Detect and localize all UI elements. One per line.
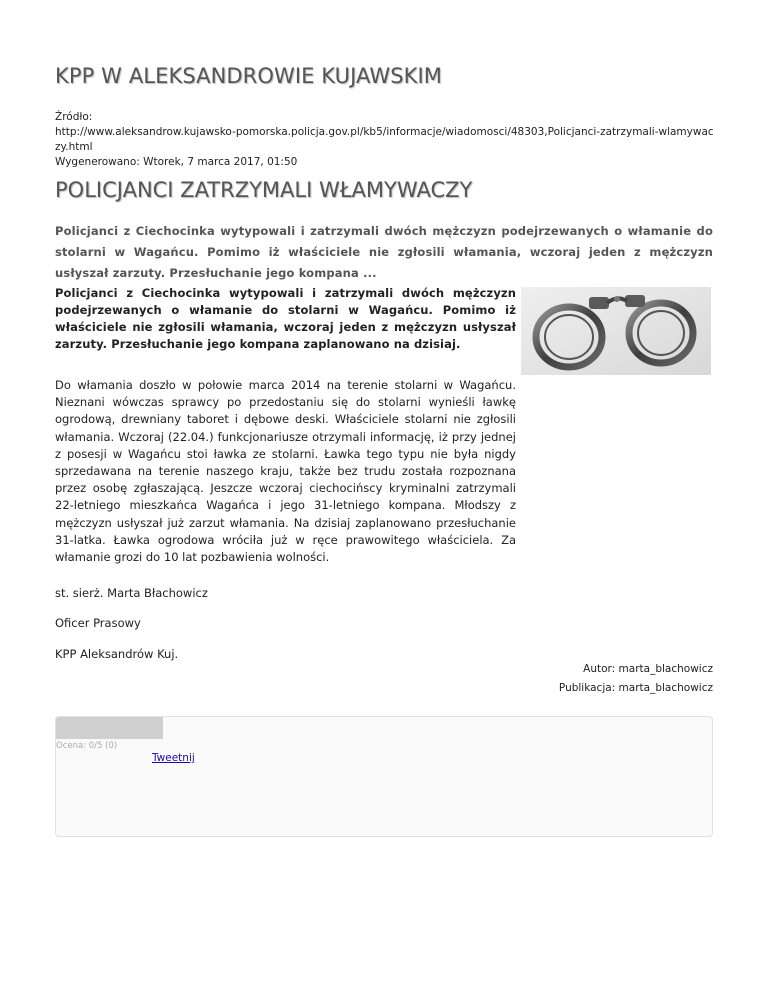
source-url: http://www.aleksandrow.kujawsko-pomorska.policja.gov.pl/kb5/informacje/wiadomosci/48303,Policjanci-zatrzymali-wlamywaczy.html [55,126,714,153]
rating-box [55,716,713,837]
signature-name: st. sierż. Marta Błachowicz [55,586,208,600]
signature-role: Oficer Prasowy [55,616,141,630]
article-title: POLICJANCI ZATRZYMALI WŁAMYWACZY [55,178,473,202]
generated-date: Wygenerowano: Wtorek, 7 marca 2017, 01:50 [55,156,298,168]
meta-block [55,110,715,170]
article-intro: Policjanci z Ciechocinka wytypowali i zatrzymali dwóch mężczyzn podejrzewanych o włamanie do stolarni w Wagańcu. Pomimo iż właściciele nie zgłosili włamania, wczoraj jeden z mężczyzn usłyszał zarzuty. Przesłuchanie jego kompana zaplanowano na dzisiaj. [55,286,516,351]
article-lead: Policjanci z Ciechocinka wytypowali i zatrzymali dwóch mężczyzn podejrzewanych o włamanie do stolarni w Wagańcu. Pomimo iż właściciele nie zgłosili włamania, wczoraj jeden z mężczyzn usłyszał zarzuty. Przesłuchanie jego kompana ... [55,224,713,280]
rating-label: Ocena: 0/5 (0) [56,741,118,751]
site-title: KPP W ALEKSANDROWIE KUJAWSKIM [55,64,443,88]
tweet-link[interactable]: Tweetnij [152,752,195,764]
handcuffs-image [521,287,711,375]
author-line: Autor: marta_blachowicz [583,663,713,675]
source-label: Źródło: [55,111,93,123]
publication-line: Publikacja: marta_blachowicz [558,682,713,694]
signature-unit: KPP Aleksandrów Kuj. [55,647,179,661]
article-body: Do włamania doszło w połowie marca 2014 na terenie stolarni w Wagańcu. Nieznani wówczas sprawcy po przedostaniu się do stolarni wynieśli ławkę ogrodową, drewniany taboret i dębowe deski. Właściciele stolarni nie zgłosili włamania. Wczoraj (22.04.) funkcjonariusze otrzymali informację, iż przy jednej z posesji w Wagańcu stoi ławka ze stolarni. Ławka tego typu nie była nigdy sprzedawana na terenie naszego kraju, także bez trudu została rozpoznana przez osobę zgłaszającą. Jeszcze wczoraj ciechocińscy kryminalni zatrzymali 22-letniego mieszkańca Wagańca i jego 31-letniego kompana. Młodszy z mężczyzn usłyszał już zarzut włamania. Na dzisiaj zaplanowano przesłuchanie 31-latka. Ławka ogrodowa wróciła już w ręce prawowitego właściciela. Za włamanie grozi do 10 lat pozbawienia wolności. [55,378,516,565]
rating-bar[interactable] [56,717,163,739]
